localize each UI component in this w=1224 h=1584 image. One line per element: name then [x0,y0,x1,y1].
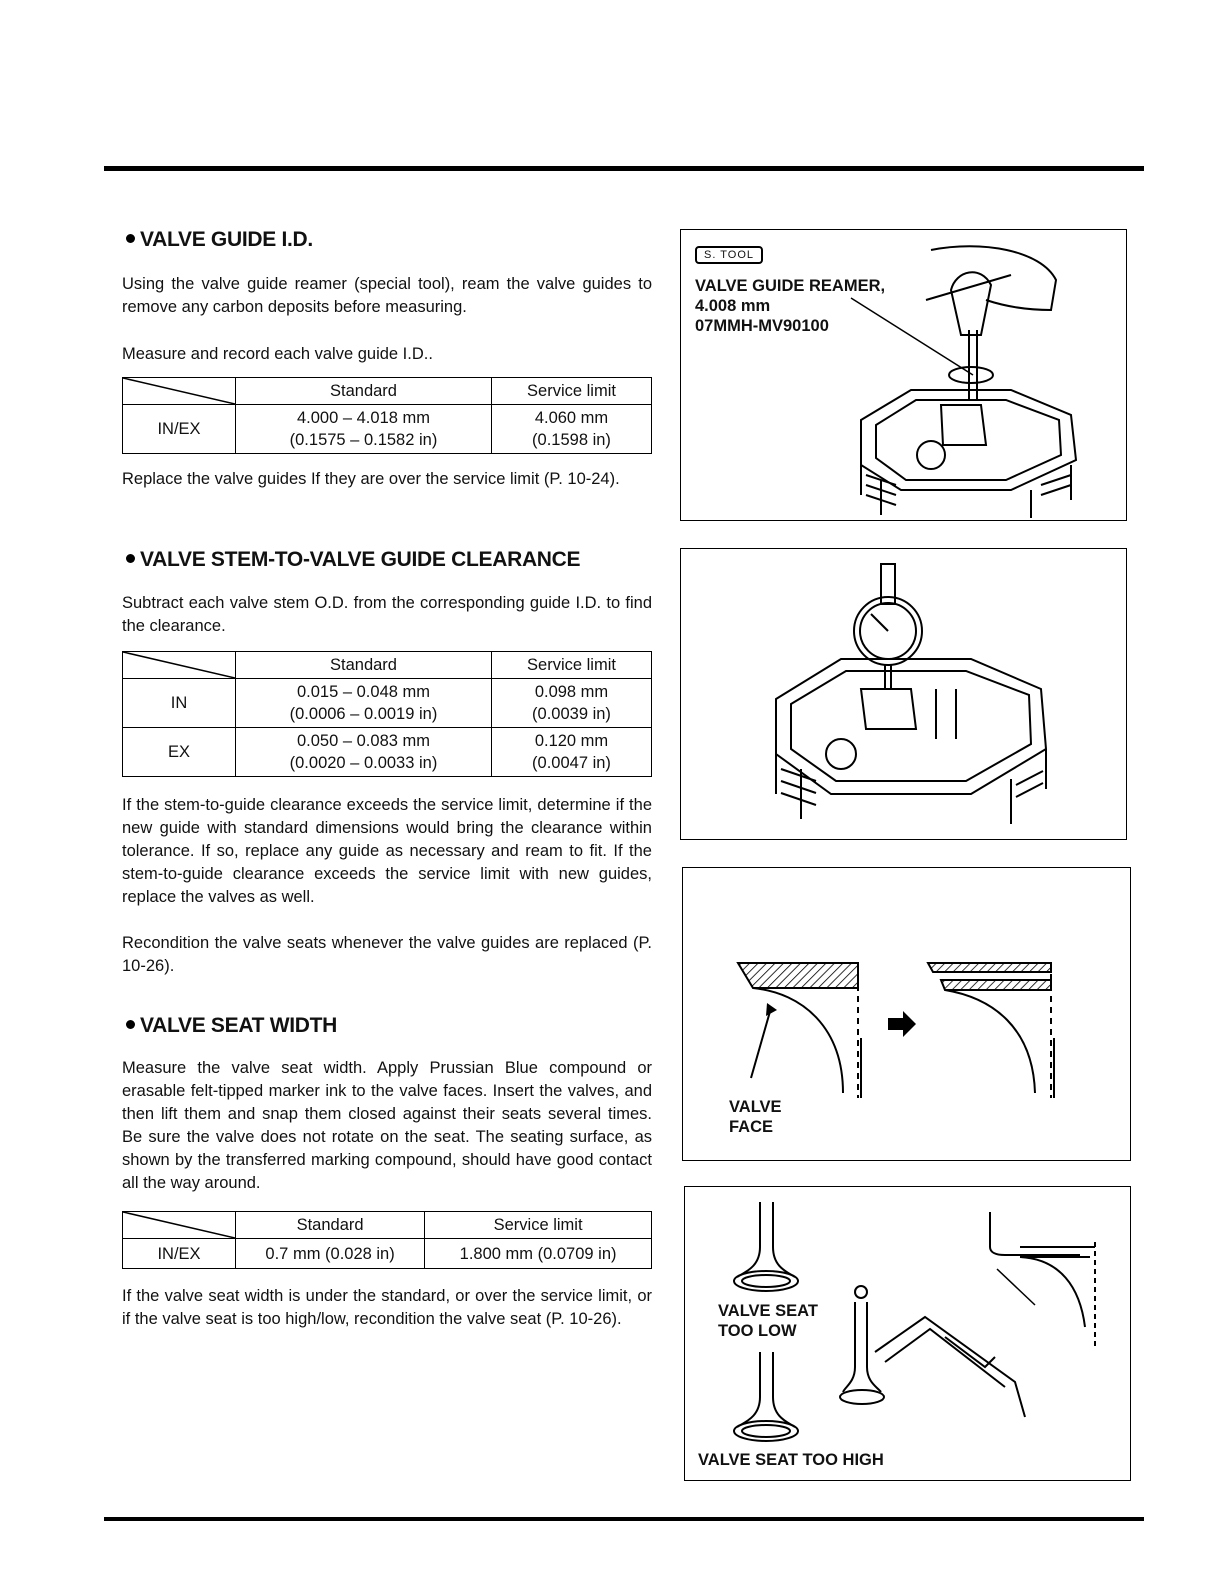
top-rule [104,166,1144,171]
figure-label: VALVE SEAT TOO HIGH [698,1451,884,1469]
spec-table [122,1211,652,1269]
paragraph: Recondition the valve seats whenever the valve guides are replaced (P. 10-26). [122,934,652,975]
paragraph: Measure the valve seat width. Apply Prussian Blue compound or erasable felt-tipped marker ink to the valve faces. Insert the valves, and then lift them and snap them closed against their seats several times. Be sure the valve does not rotate on the seat. The seating surface, as shown by the transferred marking compound, should have good contact all the way around. [122,1059,652,1192]
table-header: Standard [236,652,492,679]
table-header: Service limit [492,378,652,405]
row-label: IN [123,679,236,728]
row-label: EX [123,728,236,777]
reamer-illustration [681,230,1126,520]
table-header: Standard [236,1212,425,1239]
section-title: VALVE GUIDE I.D. [122,228,652,252]
row-label: IN/EX [123,405,236,454]
table-row [123,679,652,728]
standard-cell: 0.7 mm (0.028 in) [236,1239,425,1269]
paragraph: Subtract each valve stem O.D. from the corresponding guide I.D. to find the clearance. [122,594,652,635]
table-row [123,728,652,777]
bullet-icon [126,1020,135,1029]
paragraph: Measure and record each valve guide I.D.. [122,345,433,363]
figure-label: VALVE GUIDE REAMER, 4.008 mm 07MMH-MV90100 [695,277,886,335]
figure-label: VALVE SEAT TOO LOW [718,1302,818,1340]
paragraph: Using the valve guide reamer (special tool), ream the valve guides to remove any carbon deposits before measuring. [122,275,652,316]
paragraph: If the stem-to-guide clearance exceeds the service limit, determine if the new guide with standard dimensions would bring the clearance within tolerance. If so, replace any guide as necessary and ream to fit. If the stem-to-guide clearance exceeds the service limit with new guides, replace the valves as well. [122,796,652,906]
section-stem-guide-clearance [122,548,652,978]
section-title: VALVE SEAT WIDTH [122,1014,652,1038]
special-tool-badge: S. TOOL [695,246,763,264]
bullet-icon [126,554,135,563]
dial-indicator-illustration [681,549,1126,839]
table-row [123,1239,652,1269]
paragraph: If the valve seat width is under the standard, or over the service limit, or if the valve seat is too high/low, recondition the valve seat (P. 10-26). [122,1287,652,1328]
bullet-icon [126,234,135,243]
figure-valve-seat-height [684,1186,1131,1481]
standard-cell: 4.000 – 4.018 mm (0.1575 – 0.1582 in) [236,405,492,454]
standard-cell: 0.050 – 0.083 mm (0.0020 – 0.0033 in) [236,728,492,777]
table-corner [123,378,236,405]
spec-table [122,651,652,777]
row-label: IN/EX [123,1239,236,1269]
service-limit-cell: 4.060 mm (0.1598 in) [492,405,652,454]
table-header: Service limit [425,1212,652,1239]
paragraph: Replace the valve guides If they are over the service limit (P. 10-24). [122,470,620,488]
figure-valve-face [682,867,1131,1161]
table-row [123,405,652,454]
section-valve-guide-id [122,228,652,491]
section-valve-seat-width [122,1014,652,1331]
spec-table [122,377,652,454]
table-header: Service limit [492,652,652,679]
service-limit-cell: 1.800 mm (0.0709 in) [425,1239,652,1269]
table-header: Standard [236,378,492,405]
table-corner [123,652,236,679]
section-title: VALVE STEM-TO-VALVE GUIDE CLEARANCE [122,548,652,572]
service-limit-cell: 0.098 mm (0.0039 in) [492,679,652,728]
figure-label: VALVE FACE [729,1098,782,1136]
service-limit-cell: 0.120 mm (0.0047 in) [492,728,652,777]
figure-dial-indicator [680,548,1127,840]
table-corner [123,1212,236,1239]
bottom-rule [104,1517,1144,1521]
standard-cell: 0.015 – 0.048 mm (0.0006 – 0.0019 in) [236,679,492,728]
figure-valve-guide-reamer [680,229,1127,521]
